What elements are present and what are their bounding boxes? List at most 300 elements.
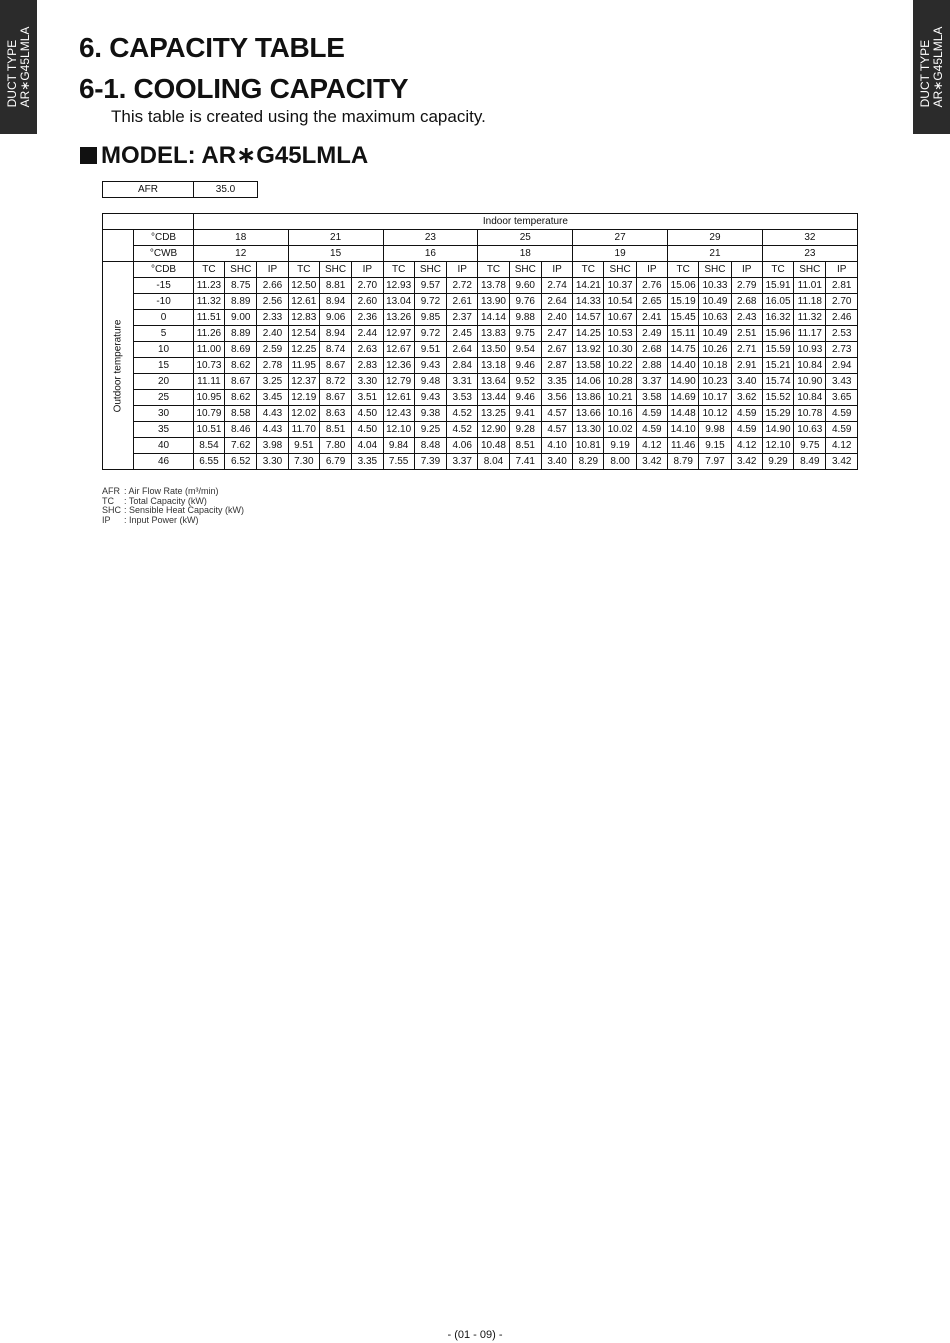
- table-cell: 3.45: [257, 390, 288, 406]
- table-cell: 9.75: [509, 326, 541, 342]
- indoor-cdb-header: 23: [383, 230, 478, 246]
- table-cell: 13.90: [478, 294, 509, 310]
- table-cell: 8.74: [319, 342, 351, 358]
- outdoor-cdb-value: 46: [134, 454, 194, 470]
- table-cell: 3.51: [352, 390, 383, 406]
- table-cell: 9.15: [699, 438, 731, 454]
- table-cell: 9.88: [509, 310, 541, 326]
- table-cell: 9.43: [414, 358, 446, 374]
- table-cell: 4.10: [541, 438, 572, 454]
- table-cell: 9.43: [414, 390, 446, 406]
- sub-header-ip: IP: [352, 262, 383, 278]
- table-cell: 7.39: [414, 454, 446, 470]
- table-row: [103, 390, 858, 406]
- table-cell: 14.21: [573, 278, 604, 294]
- outdoor-cdb-value: 40: [134, 438, 194, 454]
- legend-key: TC: [102, 495, 114, 506]
- table-cell: 8.69: [225, 342, 257, 358]
- table-cell: 13.25: [478, 406, 509, 422]
- afr-label: AFR: [103, 182, 194, 198]
- table-cell: 8.94: [319, 294, 351, 310]
- sub-header-tc: TC: [762, 262, 793, 278]
- table-cell: 2.81: [826, 278, 858, 294]
- table-cell: 3.30: [257, 454, 288, 470]
- table-cell: 14.57: [573, 310, 604, 326]
- outdoor-cdb-value: 0: [134, 310, 194, 326]
- sub-header-ip: IP: [636, 262, 667, 278]
- table-cell: 2.78: [257, 358, 288, 374]
- sub-header-ip: IP: [447, 262, 478, 278]
- table-cell: 4.59: [731, 422, 762, 438]
- table-cell: 9.28: [509, 422, 541, 438]
- table-cell: 2.47: [541, 326, 572, 342]
- table-cell: 14.25: [573, 326, 604, 342]
- table-cell: 10.02: [604, 422, 636, 438]
- table-cell: 12.54: [288, 326, 319, 342]
- side-tab-left-line1: DUCT TYPE: [4, 39, 19, 108]
- table-cell: 2.61: [447, 294, 478, 310]
- table-cell: 7.41: [509, 454, 541, 470]
- table-cell: 8.75: [225, 278, 257, 294]
- table-cell: 12.02: [288, 406, 319, 422]
- table-cell: 8.72: [319, 374, 351, 390]
- sub-header-shc: SHC: [225, 262, 257, 278]
- table-cell: 3.42: [731, 454, 762, 470]
- legend-item: [102, 516, 244, 526]
- table-cell: 10.51: [193, 422, 224, 438]
- table-cell: 8.46: [225, 422, 257, 438]
- outdoor-cdb-value: 30: [134, 406, 194, 422]
- table-cell: 4.50: [352, 422, 383, 438]
- header-row-subheaders: [103, 262, 858, 278]
- table-cell: 8.89: [225, 326, 257, 342]
- table-cell: 2.40: [541, 310, 572, 326]
- table-cell: 4.50: [352, 406, 383, 422]
- legend-text: : Input Power (kW): [124, 514, 199, 525]
- indoor-cwb-header: 21: [668, 246, 763, 262]
- outdoor-cdb-value: 10: [134, 342, 194, 358]
- table-cell: 11.26: [193, 326, 224, 342]
- table-cell: 2.79: [731, 278, 762, 294]
- table-cell: 15.29: [762, 406, 793, 422]
- table-cell: 15.91: [762, 278, 793, 294]
- legend-key: SHC: [102, 505, 122, 515]
- table-cell: 2.43: [731, 310, 762, 326]
- table-cell: 2.87: [541, 358, 572, 374]
- table-cell: 7.80: [319, 438, 351, 454]
- table-cell: 2.91: [731, 358, 762, 374]
- table-cell: 4.57: [541, 422, 572, 438]
- table-cell: 9.75: [794, 438, 826, 454]
- table-row: [103, 278, 858, 294]
- table-row: [103, 374, 858, 390]
- table-cell: 10.54: [604, 294, 636, 310]
- table-cell: 6.52: [225, 454, 257, 470]
- indoor-cwb-header: 23: [762, 246, 857, 262]
- table-cell: 14.33: [573, 294, 604, 310]
- table-cell: 11.23: [193, 278, 224, 294]
- table-cell: 8.67: [319, 390, 351, 406]
- outdoor-cdb-value: -15: [134, 278, 194, 294]
- table-cell: 11.32: [794, 310, 826, 326]
- table-cell: 9.51: [414, 342, 446, 358]
- table-cell: 4.04: [352, 438, 383, 454]
- table-cell: 2.65: [636, 294, 667, 310]
- sub-header-tc: TC: [573, 262, 604, 278]
- sub-header-shc: SHC: [794, 262, 826, 278]
- table-cell: 13.83: [478, 326, 509, 342]
- table-cell: 4.43: [257, 406, 288, 422]
- table-cell: 2.94: [826, 358, 858, 374]
- table-cell: 3.53: [447, 390, 478, 406]
- sub-header-ip: IP: [541, 262, 572, 278]
- header-row-cdb: [103, 230, 858, 246]
- table-cell: 2.53: [826, 326, 858, 342]
- table-cell: 3.58: [636, 390, 667, 406]
- outdoor-temperature-label: Outdoor temperature: [112, 319, 124, 412]
- afr-value: 35.0: [194, 182, 258, 198]
- table-cell: 2.63: [352, 342, 383, 358]
- table-cell: 9.54: [509, 342, 541, 358]
- table-cell: 2.60: [352, 294, 383, 310]
- indoor-cwb-header: 19: [573, 246, 668, 262]
- indoor-cwb-header: 12: [193, 246, 288, 262]
- table-cell: 10.67: [604, 310, 636, 326]
- table-cell: 13.64: [478, 374, 509, 390]
- side-tab-left-line2: AR∗G45LMLA: [17, 26, 32, 108]
- table-cell: 7.30: [288, 454, 319, 470]
- table-cell: 3.56: [541, 390, 572, 406]
- table-cell: 10.73: [193, 358, 224, 374]
- sub-header-shc: SHC: [509, 262, 541, 278]
- sub-header-tc: TC: [193, 262, 224, 278]
- table-cell: 2.68: [731, 294, 762, 310]
- table-cell: 2.70: [826, 294, 858, 310]
- table-cell: 9.51: [288, 438, 319, 454]
- table-cell: 10.84: [794, 390, 826, 406]
- table-cell: 3.40: [541, 454, 572, 470]
- table-cell: 4.06: [447, 438, 478, 454]
- table-cell: 13.86: [573, 390, 604, 406]
- table-cell: 4.59: [636, 422, 667, 438]
- table-cell: 9.46: [509, 358, 541, 374]
- table-cell: 10.95: [193, 390, 224, 406]
- table-cell: 2.74: [541, 278, 572, 294]
- table-cell: 16.32: [762, 310, 793, 326]
- table-cell: 3.25: [257, 374, 288, 390]
- table-cell: 3.31: [447, 374, 478, 390]
- legend-text: : Total Capacity (kW): [124, 495, 207, 506]
- table-cell: 10.53: [604, 326, 636, 342]
- table-cell: 2.72: [447, 278, 478, 294]
- table-cell: 3.65: [826, 390, 858, 406]
- table-cell: 14.06: [573, 374, 604, 390]
- sub-header-ip: IP: [826, 262, 858, 278]
- table-cell: 15.96: [762, 326, 793, 342]
- table-cell: 10.12: [699, 406, 731, 422]
- table-cell: 3.43: [826, 374, 858, 390]
- table-cell: 2.67: [541, 342, 572, 358]
- table-cell: 9.06: [319, 310, 351, 326]
- table-cell: 2.41: [636, 310, 667, 326]
- subsection-heading: 6-1. COOLING CAPACITY: [79, 73, 409, 104]
- table-cell: 11.00: [193, 342, 224, 358]
- table-row: [103, 358, 858, 374]
- table-cell: 4.12: [636, 438, 667, 454]
- cwb-label: °CWB: [134, 246, 194, 262]
- table-cell: 3.98: [257, 438, 288, 454]
- table-row: [103, 438, 858, 454]
- table-cell: 15.45: [668, 310, 699, 326]
- table-cell: 13.50: [478, 342, 509, 358]
- table-cell: 2.64: [447, 342, 478, 358]
- sub-header-shc: SHC: [319, 262, 351, 278]
- table-cell: 2.68: [636, 342, 667, 358]
- table-cell: 12.61: [383, 390, 414, 406]
- table-cell: 14.40: [668, 358, 699, 374]
- indoor-cdb-header: 18: [193, 230, 288, 246]
- table-cell: 2.37: [447, 310, 478, 326]
- table-row: [103, 310, 858, 326]
- table-cell: 12.90: [478, 422, 509, 438]
- table-cell: 10.33: [699, 278, 731, 294]
- table-cell: 10.63: [699, 310, 731, 326]
- table-cell: 12.50: [288, 278, 319, 294]
- table-cell: 3.30: [352, 374, 383, 390]
- header-row-indoor: [103, 214, 858, 230]
- outdoor-cdb-value: -10: [134, 294, 194, 310]
- table-cell: 11.95: [288, 358, 319, 374]
- table-cell: 2.33: [257, 310, 288, 326]
- table-cell: 8.29: [573, 454, 604, 470]
- table-cell: 2.83: [352, 358, 383, 374]
- subtitle-note: This table is created using the maximum capacity.: [111, 107, 486, 126]
- indoor-cdb-header: 32: [762, 230, 857, 246]
- table-cell: 2.46: [826, 310, 858, 326]
- table-cell: 8.81: [319, 278, 351, 294]
- table-cell: 8.94: [319, 326, 351, 342]
- table-cell: 9.72: [414, 326, 446, 342]
- table-cell: 12.93: [383, 278, 414, 294]
- table-cell: 2.51: [731, 326, 762, 342]
- table-cell: 2.71: [731, 342, 762, 358]
- table-cell: 12.10: [383, 422, 414, 438]
- table-cell: 10.81: [573, 438, 604, 454]
- table-cell: 9.46: [509, 390, 541, 406]
- table-cell: 10.79: [193, 406, 224, 422]
- table-cell: 10.30: [604, 342, 636, 358]
- table-row: [103, 342, 858, 358]
- table-cell: 8.00: [604, 454, 636, 470]
- table-cell: 4.43: [257, 422, 288, 438]
- table-cell: 8.67: [319, 358, 351, 374]
- table-cell: 4.59: [731, 406, 762, 422]
- table-cell: 6.55: [193, 454, 224, 470]
- table-cell: 9.52: [509, 374, 541, 390]
- table-cell: 9.00: [225, 310, 257, 326]
- table-cell: 12.83: [288, 310, 319, 326]
- table-cell: 2.56: [257, 294, 288, 310]
- table-cell: 12.36: [383, 358, 414, 374]
- table-cell: 3.42: [826, 454, 858, 470]
- table-cell: 8.62: [225, 358, 257, 374]
- table-cell: 2.66: [257, 278, 288, 294]
- table-cell: 12.79: [383, 374, 414, 390]
- table-cell: 8.51: [319, 422, 351, 438]
- table-cell: 4.52: [447, 422, 478, 438]
- side-tab-left: [0, 0, 37, 134]
- table-cell: 4.59: [826, 406, 858, 422]
- table-cell: 9.19: [604, 438, 636, 454]
- outdoor-cdb-value: 35: [134, 422, 194, 438]
- table-cell: 10.22: [604, 358, 636, 374]
- table-cell: 7.55: [383, 454, 414, 470]
- table-cell: 14.48: [668, 406, 699, 422]
- table-cell: 15.74: [762, 374, 793, 390]
- table-cell: 8.51: [509, 438, 541, 454]
- table-cell: 14.90: [668, 374, 699, 390]
- outdoor-cdb-value: 5: [134, 326, 194, 342]
- table-cell: 10.78: [794, 406, 826, 422]
- header-blank-cell: [103, 230, 134, 262]
- table-cell: 11.01: [794, 278, 826, 294]
- table-cell: 3.40: [731, 374, 762, 390]
- cdb-label: °CDB: [134, 230, 194, 246]
- table-cell: 11.46: [668, 438, 699, 454]
- table-cell: 11.11: [193, 374, 224, 390]
- table-row: [103, 294, 858, 310]
- table-cell: 8.58: [225, 406, 257, 422]
- legend-text: : Sensible Heat Capacity (kW): [124, 505, 245, 515]
- table-cell: 4.59: [826, 422, 858, 438]
- table-cell: 10.84: [794, 358, 826, 374]
- legend-text: : Air Flow Rate (m³/min): [124, 486, 219, 496]
- table-cell: 8.49: [794, 454, 826, 470]
- sub-header-tc: TC: [668, 262, 699, 278]
- table-cell: 10.21: [604, 390, 636, 406]
- table-cell: 4.12: [826, 438, 858, 454]
- sub-header-ip: IP: [731, 262, 762, 278]
- table-cell: 14.10: [668, 422, 699, 438]
- indoor-cwb-header: 15: [288, 246, 383, 262]
- table-cell: 2.84: [447, 358, 478, 374]
- indoor-cdb-header: 25: [478, 230, 573, 246]
- table-cell: 12.25: [288, 342, 319, 358]
- section-heading: 6. CAPACITY TABLE: [79, 32, 345, 63]
- table-cell: 3.37: [636, 374, 667, 390]
- table-cell: 9.98: [699, 422, 731, 438]
- indoor-cwb-header: 18: [478, 246, 573, 262]
- sub-header-tc: TC: [288, 262, 319, 278]
- side-tab-right: [913, 0, 950, 134]
- table-cell: 9.25: [414, 422, 446, 438]
- table-cell: 7.62: [225, 438, 257, 454]
- sub-header-shc: SHC: [699, 262, 731, 278]
- table-row: [103, 326, 858, 342]
- table-cell: 14.75: [668, 342, 699, 358]
- table-cell: 12.43: [383, 406, 414, 422]
- table-cell: 13.18: [478, 358, 509, 374]
- table-cell: 2.45: [447, 326, 478, 342]
- table-cell: 15.06: [668, 278, 699, 294]
- table-cell: 13.78: [478, 278, 509, 294]
- table-cell: 9.38: [414, 406, 446, 422]
- afr-table: [102, 181, 258, 198]
- table-cell: 11.18: [794, 294, 826, 310]
- table-cell: 12.61: [288, 294, 319, 310]
- table-cell: 8.89: [225, 294, 257, 310]
- table-cell: 14.14: [478, 310, 509, 326]
- table-cell: 10.16: [604, 406, 636, 422]
- table-cell: 13.66: [573, 406, 604, 422]
- table-cell: 8.48: [414, 438, 446, 454]
- table-cell: 9.76: [509, 294, 541, 310]
- outdoor-cdb-value: 15: [134, 358, 194, 374]
- table-cell: 8.04: [478, 454, 509, 470]
- table-cell: 11.70: [288, 422, 319, 438]
- model-title-text: MODEL: AR∗G45LMLA: [101, 142, 369, 169]
- table-cell: 10.26: [699, 342, 731, 358]
- table-cell: 3.37: [447, 454, 478, 470]
- table-cell: 8.67: [225, 374, 257, 390]
- table-cell: 13.92: [573, 342, 604, 358]
- table-cell: 8.63: [319, 406, 351, 422]
- table-cell: 3.35: [352, 454, 383, 470]
- sub-header-shc: SHC: [414, 262, 446, 278]
- sub-header-ip: IP: [257, 262, 288, 278]
- sub-header-tc: TC: [383, 262, 414, 278]
- table-cell: 11.51: [193, 310, 224, 326]
- legend: [102, 487, 244, 525]
- table-cell: 4.59: [636, 406, 667, 422]
- table-cell: 7.97: [699, 454, 731, 470]
- table-cell: 10.63: [794, 422, 826, 438]
- sub-header-shc: SHC: [604, 262, 636, 278]
- table-cell: 9.41: [509, 406, 541, 422]
- table-cell: 2.70: [352, 278, 383, 294]
- side-tab-right-line1: DUCT TYPE: [917, 39, 932, 108]
- table-cell: 13.04: [383, 294, 414, 310]
- table-cell: 14.69: [668, 390, 699, 406]
- table-cell: 4.12: [731, 438, 762, 454]
- outdoor-temperature-cell: [103, 262, 134, 470]
- indoor-cdb-header: 21: [288, 230, 383, 246]
- indoor-temperature-label: Indoor temperature: [193, 214, 857, 230]
- legend-key: AFR: [102, 486, 120, 496]
- table-cell: 15.59: [762, 342, 793, 358]
- legend-key: IP: [102, 514, 111, 525]
- table-cell: 2.59: [257, 342, 288, 358]
- table-cell: 13.58: [573, 358, 604, 374]
- table-cell: 8.79: [668, 454, 699, 470]
- table-cell: 15.21: [762, 358, 793, 374]
- table-cell: 15.52: [762, 390, 793, 406]
- table-cell: 12.10: [762, 438, 793, 454]
- table-cell: 9.48: [414, 374, 446, 390]
- table-cell: 4.57: [541, 406, 572, 422]
- table-cell: 2.49: [636, 326, 667, 342]
- table-cell: 13.30: [573, 422, 604, 438]
- outdoor-cdb-value: 25: [134, 390, 194, 406]
- table-cell: 13.44: [478, 390, 509, 406]
- table-row: [103, 422, 858, 438]
- cooling-capacity-table: [102, 213, 858, 470]
- indoor-cdb-header: 29: [668, 230, 763, 246]
- table-cell: 2.64: [541, 294, 572, 310]
- table-cell: 2.40: [257, 326, 288, 342]
- table-cell: 11.17: [794, 326, 826, 342]
- table-cell: 12.37: [288, 374, 319, 390]
